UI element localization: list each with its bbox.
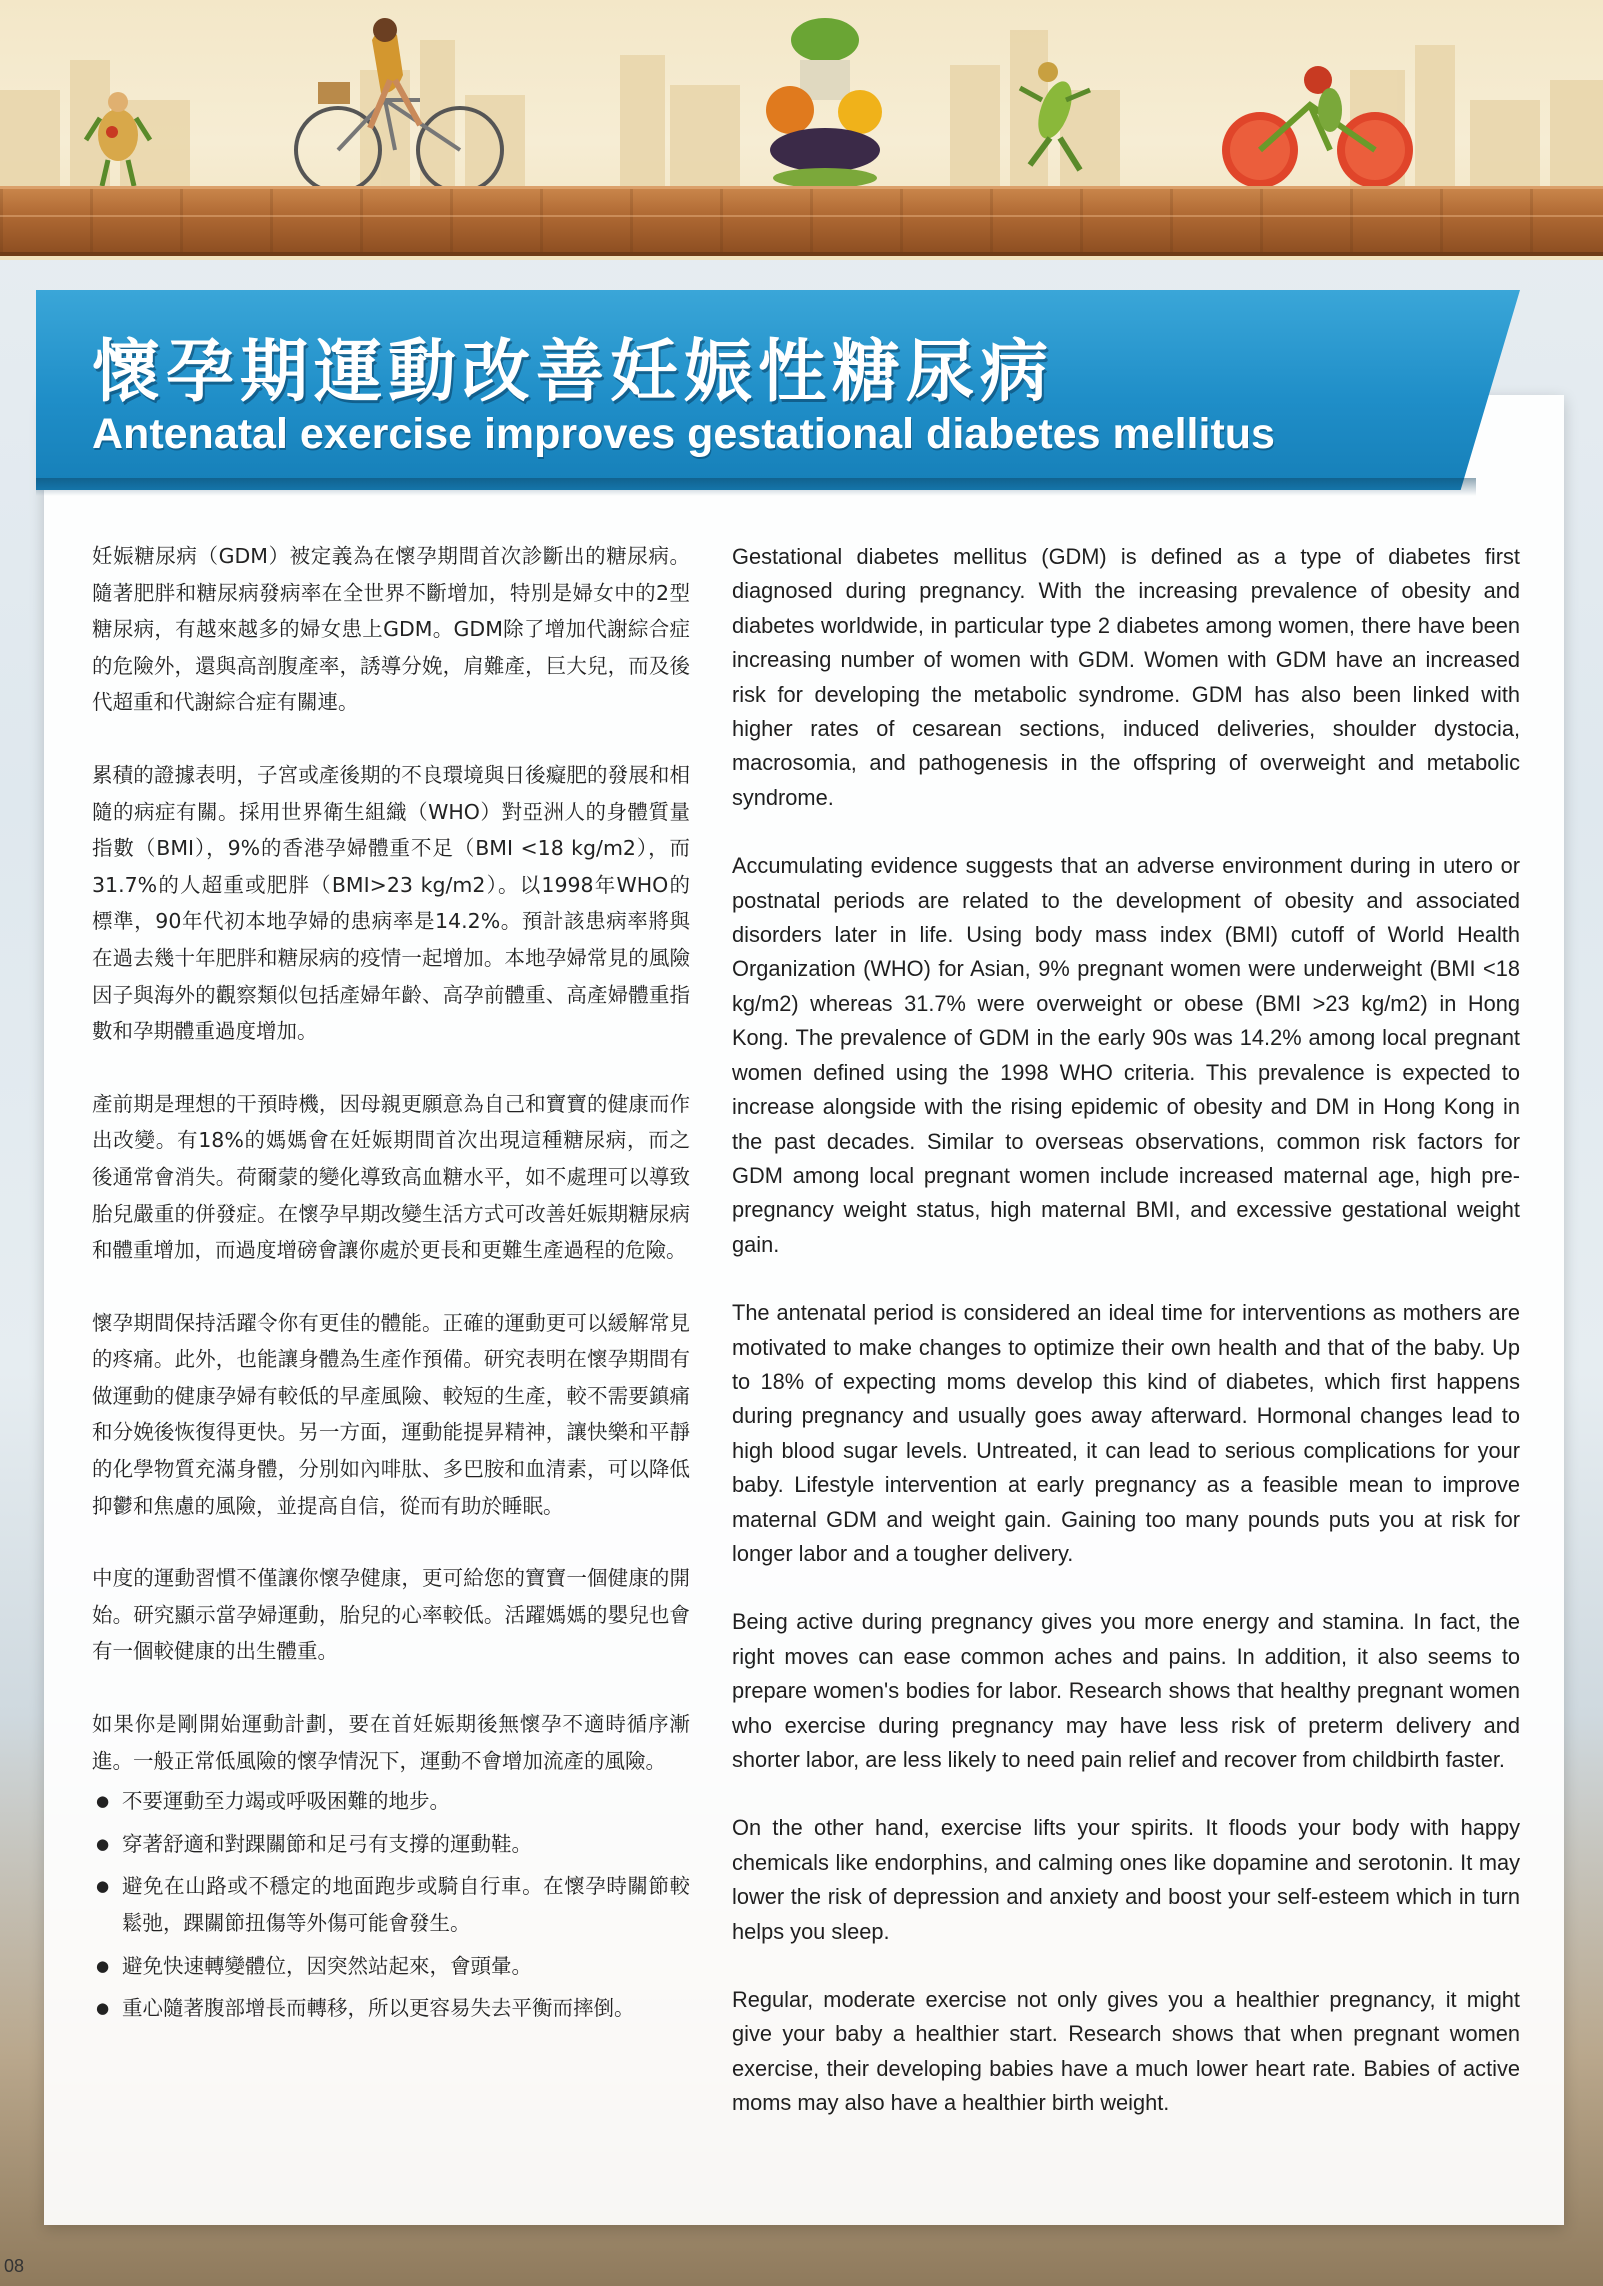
title-chinese: 懷孕期運動改善妊娠性糖尿病 — [92, 332, 1055, 412]
en-paragraph: Being active during pregnancy gives you more energy and stamina. In fact, the right moves can ease common aches and pains. In addition, it also seems to prepare women's bodies for labor. Research shows that healthy pregnant women who exercise during pregnancy may have less risk of preterm delivery and shorter labor, are less likely to need pain relief and recover from childbirth faster. — [732, 1609, 1520, 1772]
english-column — [732, 540, 1520, 2155]
zh-paragraph: 懷孕期間保持活躍令你有更佳的體能。正確的運動更可以緩解常見的疼痛。此外，也能讓身體為生產作預備。研究表明在懷孕期間有做運動的健康孕婦有較低的早產風險、較短的生產，較不需要鎮痛和分娩後恢復得更快。另一方面，運動能提昇精神，讓快樂和平靜的化學物質充滿身體，分別如內啡肽、多巴胺和血清素，可以降低抑鬱和焦慮的風險，並提高自信，從而有助於睡眠。 — [92, 1310, 690, 1518]
zh-paragraph: 妊娠糖尿病（GDM）被定義為在懷孕期間首次診斷出的糖尿病。隨著肥胖和糖尿病發病率在全世界不斷增加，特別是婦女中的2型糖尿病，有越來越多的婦女患上GDM。GDM除了增加代謝綜合症的危險外，還與高剖腹產率，誘導分娩，肩難產，巨大兒，而及後代超重和代謝綜合症有關連。 — [92, 544, 690, 715]
en-paragraph: Accumulating evidence suggests that an adverse environment during in utero or postnatal periods are related to the development of obesity and associated disorders later in life. Using body mass index (BMI) cutoff of World Health Organization (WHO) for Asian, 9% pregnant women were underweight (BMI <18 kg/m2) whereas 31.7% were overweight or obese (BMI >23 kg/m2) in Hong Kong. The prevalence of GDM in the early 90s was 14.2% among local pregnant women defined using the 1998 WHO criteria. This prevalence is expected to increase alongside with the rising epidemic of obesity and DM in Hong Kong in the past decades. Similar to overseas observations, common risk factors for GDM among local pregnant women include increased maternal age, high pre-pregnancy weight status, high maternal BMI, and excessive gestational weight gain. — [732, 853, 1520, 1257]
chinese-column — [92, 538, 690, 2033]
zh-paragraph: 中度的運動習慣不僅讓你懷孕健康，更可給您的寶寶一個健康的開始。研究顯示當孕婦運動，胎兒的心率較低。活躍媽媽的嬰兒也會有一個較健康的出生體重。 — [92, 1566, 690, 1664]
en-paragraph: Gestational diabetes mellitus (GDM) is defined as a type of diabetes first diagnosed during pregnancy. With the increasing prevalence of obesity and diabetes worldwide, in particular type 2 diabetes among women, there have been increasing number of women with GDM. Women with GDM have an increased risk for developing the metabolic syndrome. GDM has also been linked with higher rates of cesarean sections, induced deliveries, shoulder dystocia, macrosomia, and pathogenesis in the offspring of overweight and metabolic syndrome. — [732, 544, 1520, 810]
page-number: 08 — [4, 2256, 25, 2276]
en-paragraph: The antenatal period is considered an ideal time for interventions as mothers are motivated to make changes to optimize their own health and that of the baby. Up to 18% of expecting moms develop this kind of diabetes, which first happens during pregnancy and usually goes away afterward. Hormonal changes lead to high blood sugar levels. Untreated, it can lead to serious complications for your baby. Lifestyle intervention at early pregnancy as a feasible mean to improve maternal GDM and weight gain. Gaining too many pounds puts you at risk for longer labor and a tougher delivery. — [732, 1300, 1520, 1566]
city-skyline-icon — [0, 0, 1603, 200]
zh-bullet-list — [92, 1783, 690, 2027]
title-ribbon-shadow — [36, 478, 1476, 496]
header-banner — [0, 0, 1603, 260]
list-item: ● 穿著舒適和對踝關節和足弓有支撐的運動鞋。 — [92, 1826, 690, 1863]
zh-paragraph: 累積的證據表明，子宮或產後期的不良環境與日後癡肥的發展和相隨的病症有關。採用世界衛生組織（WHO）對亞洲人的身體質量指數（BMI），9%的香港孕婦體重不足（BMI <18 kg/m2），而31.7%的人超重或肥胖（BMI>23 kg/m2）。以1998年WHO的標準，90年代初本地孕婦的患病率是14.2%。預計該患病率將與在過去幾十年肥胖和糖尿病的疫情一起增加。本地孕婦常見的風險因子與海外的觀察類似包括產婦年齡、高孕前體重、高產婦體重指數和孕期體重過度增加。 — [92, 762, 690, 1044]
zh-paragraph: 產前期是理想的干預時機，因母親更願意為自己和寶寶的健康而作出改變。有18%的媽媽會在妊娠期間首次出現這種糖尿病，而之後通常會消失。荷爾蒙的變化導致高血糖水平，如不處理可以導致胎兒嚴重的併發症。在懷孕早期改變生活方式可改善妊娠期糖尿病和體重增加，而過度增磅會讓你處於更長和更難生產過程的危險。 — [92, 1091, 690, 1263]
zh-paragraph: 如果你是剛開始運動計劃，要在首妊娠期後無懷孕不適時循序漸進。一般正常低風險的懷孕情況下，運動不會增加流產的風險。 — [92, 1712, 690, 1773]
list-item: ● 不要運動至力竭或呼吸困難的地步。 — [92, 1783, 690, 1820]
wood-shelf — [0, 186, 1603, 256]
vegetable-stack-icon — [766, 18, 882, 188]
title-english: Antenatal exercise improves gestational diabetes mellitus — [92, 410, 1275, 458]
en-paragraph: On the other hand, exercise lifts your spirits. It floods your body with happy chemicals like endorphins, and calming ones like dopamine and serotonin. It may lower the risk of depression and anxiety and boost your self-esteem which in turn helps you sleep. — [732, 1815, 1520, 1944]
list-item: ● 避免在山路或不穩定的地面跑步或騎自行車。在懷孕時關節較鬆弛，踝關節扭傷等外傷可能會發生。 — [92, 1868, 690, 1941]
list-item: ● 避免快速轉變體位，因突然站起來，會頭暈。 — [92, 1948, 690, 1985]
en-paragraph: Regular, moderate exercise not only gives you a healthier pregnancy, it might give your baby a healthier start. Research shows that when pregnant women exercise, their developing babies have a much lower heart rate. Babies of active moms may also have a healthier birth weight. — [732, 1987, 1520, 2116]
list-item: ● 重心隨著腹部增長而轉移，所以更容易失去平衡而摔倒。 — [92, 1990, 690, 2027]
